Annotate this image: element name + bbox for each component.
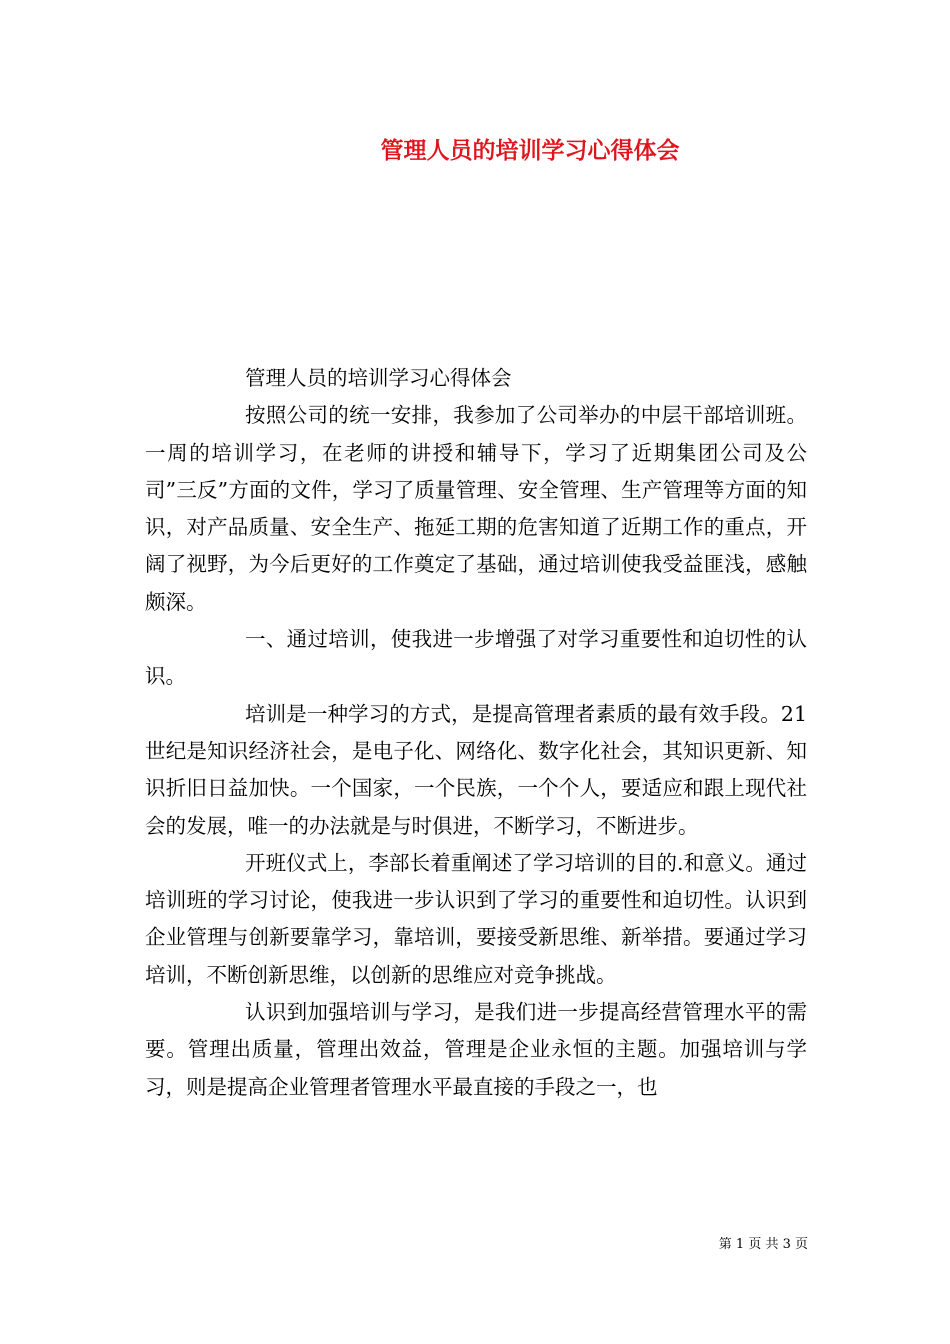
paragraph-section-one: 一、通过培训，使我进一步增强了对学习重要性和迫切性的认识。: [145, 627, 807, 689]
page-number: 第 1 页 共 3 页: [718, 1237, 808, 1252]
paragraph-opening-ceremony: 开班仪式上，李部长着重阐述了学习培训的目的.和意义。通过培训班的学习讨论，使我进一步认识到了学习的重要性和迫切性。认识到企业管理与创新要靠学习，靠培训，要接受新思维、新举措。要通过学习培训，不断创新思维，以创新的思维应对竞争挑战。: [145, 850, 807, 987]
paragraph-management-level: 认识到加强培训与学习，是我们进一步提高经营管理水平的需要。管理出质量，管理出效益，管理是企业永恒的主题。加强培训与学习，则是提高企业管理者管理水平最直接的手段之一，也: [145, 1000, 807, 1099]
paragraph-intro: 按照公司的统一安排，我参加了公司举办的中层干部培训班。一周的培训学习，在老师的讲授和辅导下，学习了近期集团公司及公司”三反”方面的文件，学习了质量管理、安全管理、生产管理等方面的知识，对产品质量、安全生产、拖延工期的危害知道了近期工作的重点，开阔了视野，为今后更好的工作奠定了基础，通过培训使我受益匪浅，感触颇深。: [145, 403, 807, 614]
document-body: [145, 360, 807, 1106]
body-heading: 管理人员的培训学习心得体会: [245, 366, 512, 390]
paragraph-training-method: 培训是一种学习的方式，是提高管理者素质的最有效手段。21世纪是知识经济社会，是电子化、网络化、数字化社会，其知识更新、知识折旧日益加快。一个国家，一个民族，一个个人，要适应和跟上现代社会的发展，唯一的办法就是与时俱进，不断学习，不断进步。: [145, 701, 807, 838]
document-title: 管理人员的培训学习心得体会: [380, 137, 680, 164]
